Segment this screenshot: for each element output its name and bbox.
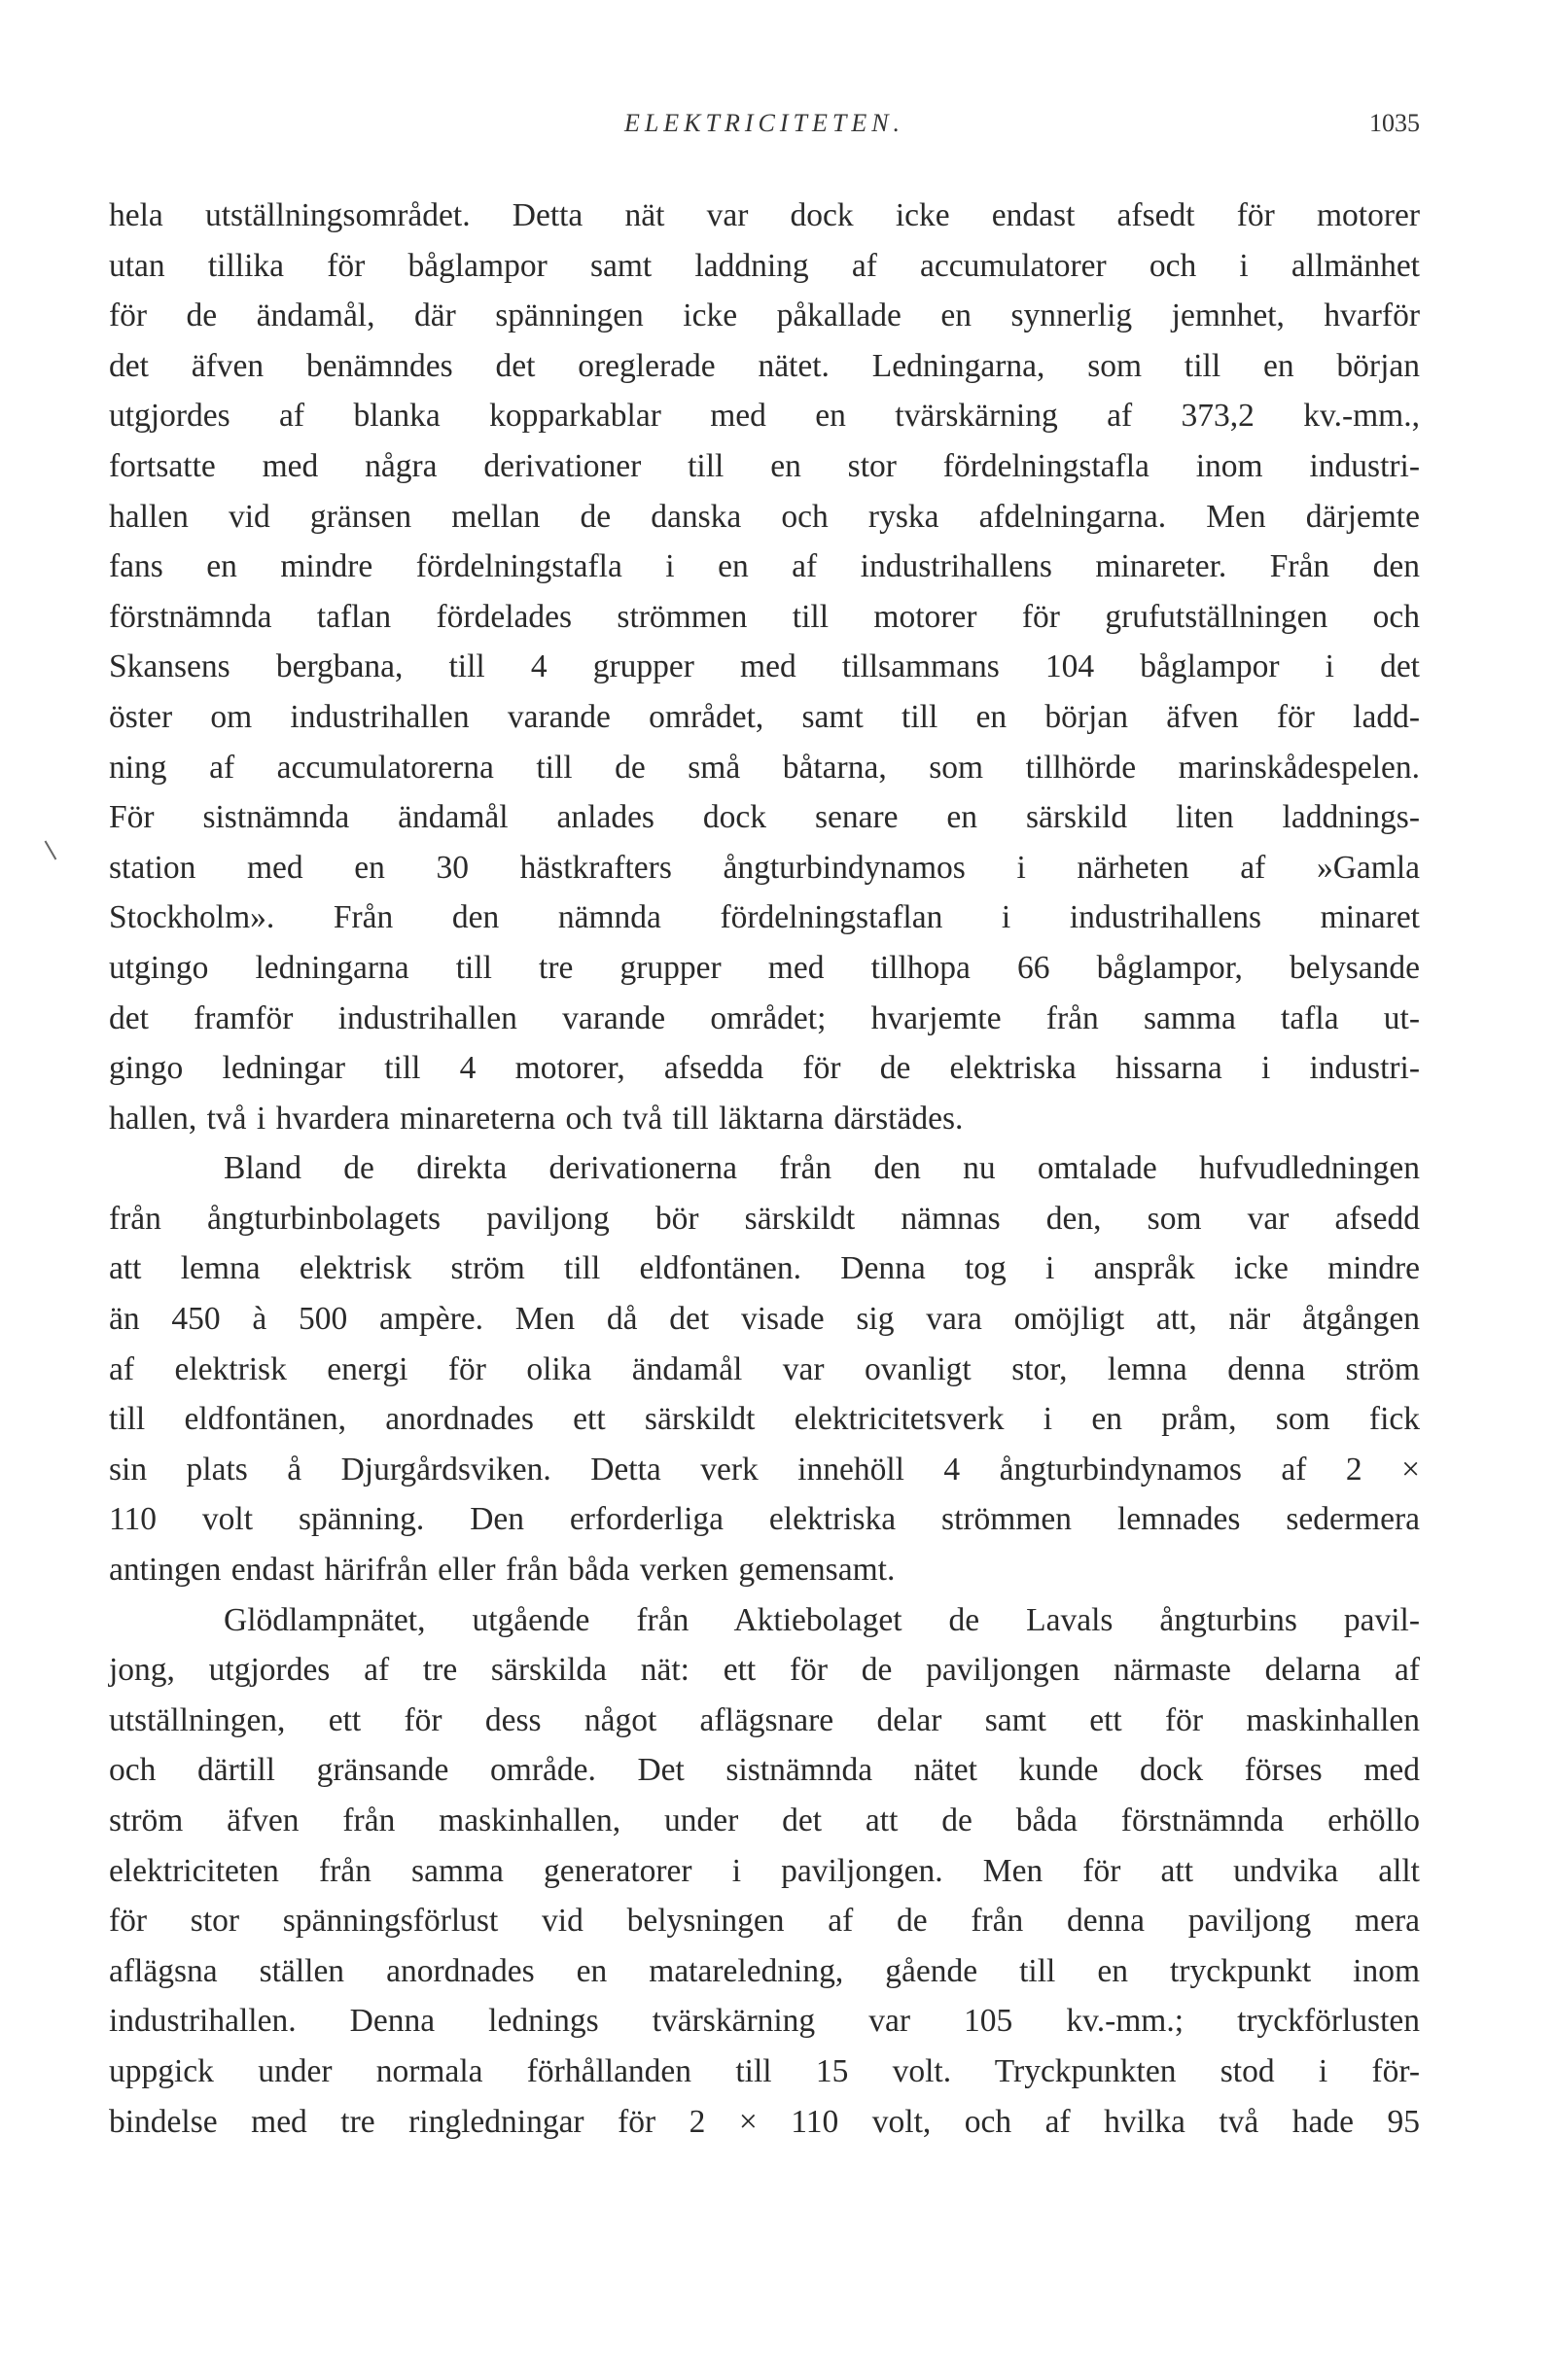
text-line: uppgick under normala förhållanden till 15 volt. Tryckpunkten stod i för- (109, 2052, 1420, 2089)
text-line: Bland de direkta derivationerna från den nu omtalade hufvudledningen (224, 1150, 1420, 1187)
text-line: station med en 30 hästkrafters ångturbindynamos i närheten af »Gamla (109, 849, 1420, 886)
text-line: aflägsna ställen anordnades en matareledning, gående till en tryckpunkt inom (109, 1952, 1420, 1989)
text-line: För sistnämnda ändamål anlades dock senare en särskild liten laddnings- (109, 799, 1420, 836)
running-head (109, 109, 1420, 148)
text-line: det framför industrihallen varande området; hvarjemte från samma tafla ut- (109, 999, 1420, 1036)
text-line: jong, utgjordes af tre särskilda nät: ett för de paviljongen närmaste delarna af (109, 1652, 1420, 1689)
text-line: förstnämnda taflan fördelades strömmen till motorer för grufutställningen och (109, 598, 1420, 635)
text-line: af elektrisk energi för olika ändamål var ovanligt stor, lemna denna ström (109, 1350, 1420, 1387)
text-line: Glödlampnätet, utgående från Aktiebolaget de Lavals ångturbins pavil- (224, 1601, 1420, 1638)
text-line: att lemna elektrisk ström till eldfontänen. Denna tog i anspråk icke mindre (109, 1250, 1420, 1287)
body-text (109, 191, 1420, 2147)
text-line: från ångturbinbolagets paviljong bör särskildt nämnas den, som var afsedd (109, 1200, 1420, 1237)
text-line: ning af accumulatorerna till de små båtarna, som tillhörde marinskådespelen. (109, 749, 1420, 786)
text-line: ström äfven från maskinhallen, under det att de båda förstnämnda erhöllo (109, 1802, 1420, 1838)
text-line: bindelse med tre ringledningar för 2 × 110 volt, och af hvilka två hade 95 (109, 2103, 1420, 2140)
text-line: öster om industrihallen varande området, samt till en början äfven för ladd- (109, 698, 1420, 735)
text-line: gingo ledningar till 4 motorer, afsedda för de elektriska hissarna i industri- (109, 1050, 1420, 1087)
text-line: antingen endast härifrån eller från båda verken gemensamt. (109, 1552, 896, 1589)
text-line: för stor spänningsförlust vid belysningen af de från denna paviljong mera (109, 1903, 1420, 1940)
text-line: utgingo ledningarna till tre grupper med tillhopa 66 båglampor, belysande (109, 949, 1420, 986)
page-number: 1035 (1369, 109, 1420, 137)
text-line: sin plats å Djurgårdsviken. Detta verk innehöll 4 ångturbindynamos af 2 × (109, 1451, 1420, 1488)
text-line: elektriciteten från samma generatorer i paviljongen. Men för att undvika allt (109, 1852, 1420, 1889)
running-title: ELEKTRICITETEN. (623, 109, 905, 137)
text-line: hallen vid gränsen mellan de danska och ryska afdelningarna. Men därjemte (109, 498, 1420, 535)
text-line: och därtill gränsande område. Det sistnämnda nätet kunde dock förses med (109, 1752, 1420, 1789)
text-line: industrihallen. Denna lednings tvärskärning var 105 kv.-mm.; tryckförlusten (109, 2003, 1420, 2040)
text-line: för de ändamål, där spänningen icke påkallade en synnerlig jemnhet, hvarför (109, 298, 1420, 334)
text-line: fortsatte med några derivationer till en stor fördelningstafla inom industri- (109, 447, 1420, 484)
text-line: hela utställningsområdet. Detta nät var dock icke endast afsedt för motorer (109, 197, 1420, 233)
text-line: det äfven benämndes det oreglerade nätet. Ledningarna, som till en början (109, 347, 1420, 384)
text-line: fans en mindre fördelningstafla i en af industrihallens minareter. Från den (109, 548, 1420, 585)
text-line: 110 volt spänning. Den erforderliga elektriska strömmen lemnades sedermera (109, 1501, 1420, 1538)
text-line: hallen, två i hvardera minareterna och två till läktarna därstädes. (109, 1100, 964, 1137)
text-line: utställningen, ett för dess något aflägsnare delar samt ett för maskinhallen (109, 1701, 1420, 1738)
text-line: Skansens bergbana, till 4 grupper med tillsammans 104 båglampor i det (109, 648, 1420, 685)
text-line: än 450 à 500 ampère. Men då det visade sig vara omöjligt att, när åtgången (109, 1301, 1420, 1338)
text-line: utgjordes af blanka kopparkablar med en tvärskärning af 373,2 kv.-mm., (109, 398, 1420, 435)
text-line: utan tillika för båglampor samt laddning af accumulatorer och i allmänhet (109, 247, 1420, 284)
text-line: Stockholm». Från den nämnda fördelningstaflan i industrihallens minaret (109, 899, 1420, 936)
text-line: till eldfontänen, anordnades ett särskildt elektricitetsverk i en pråm, som fick (109, 1401, 1420, 1438)
margin-mark (45, 833, 69, 859)
